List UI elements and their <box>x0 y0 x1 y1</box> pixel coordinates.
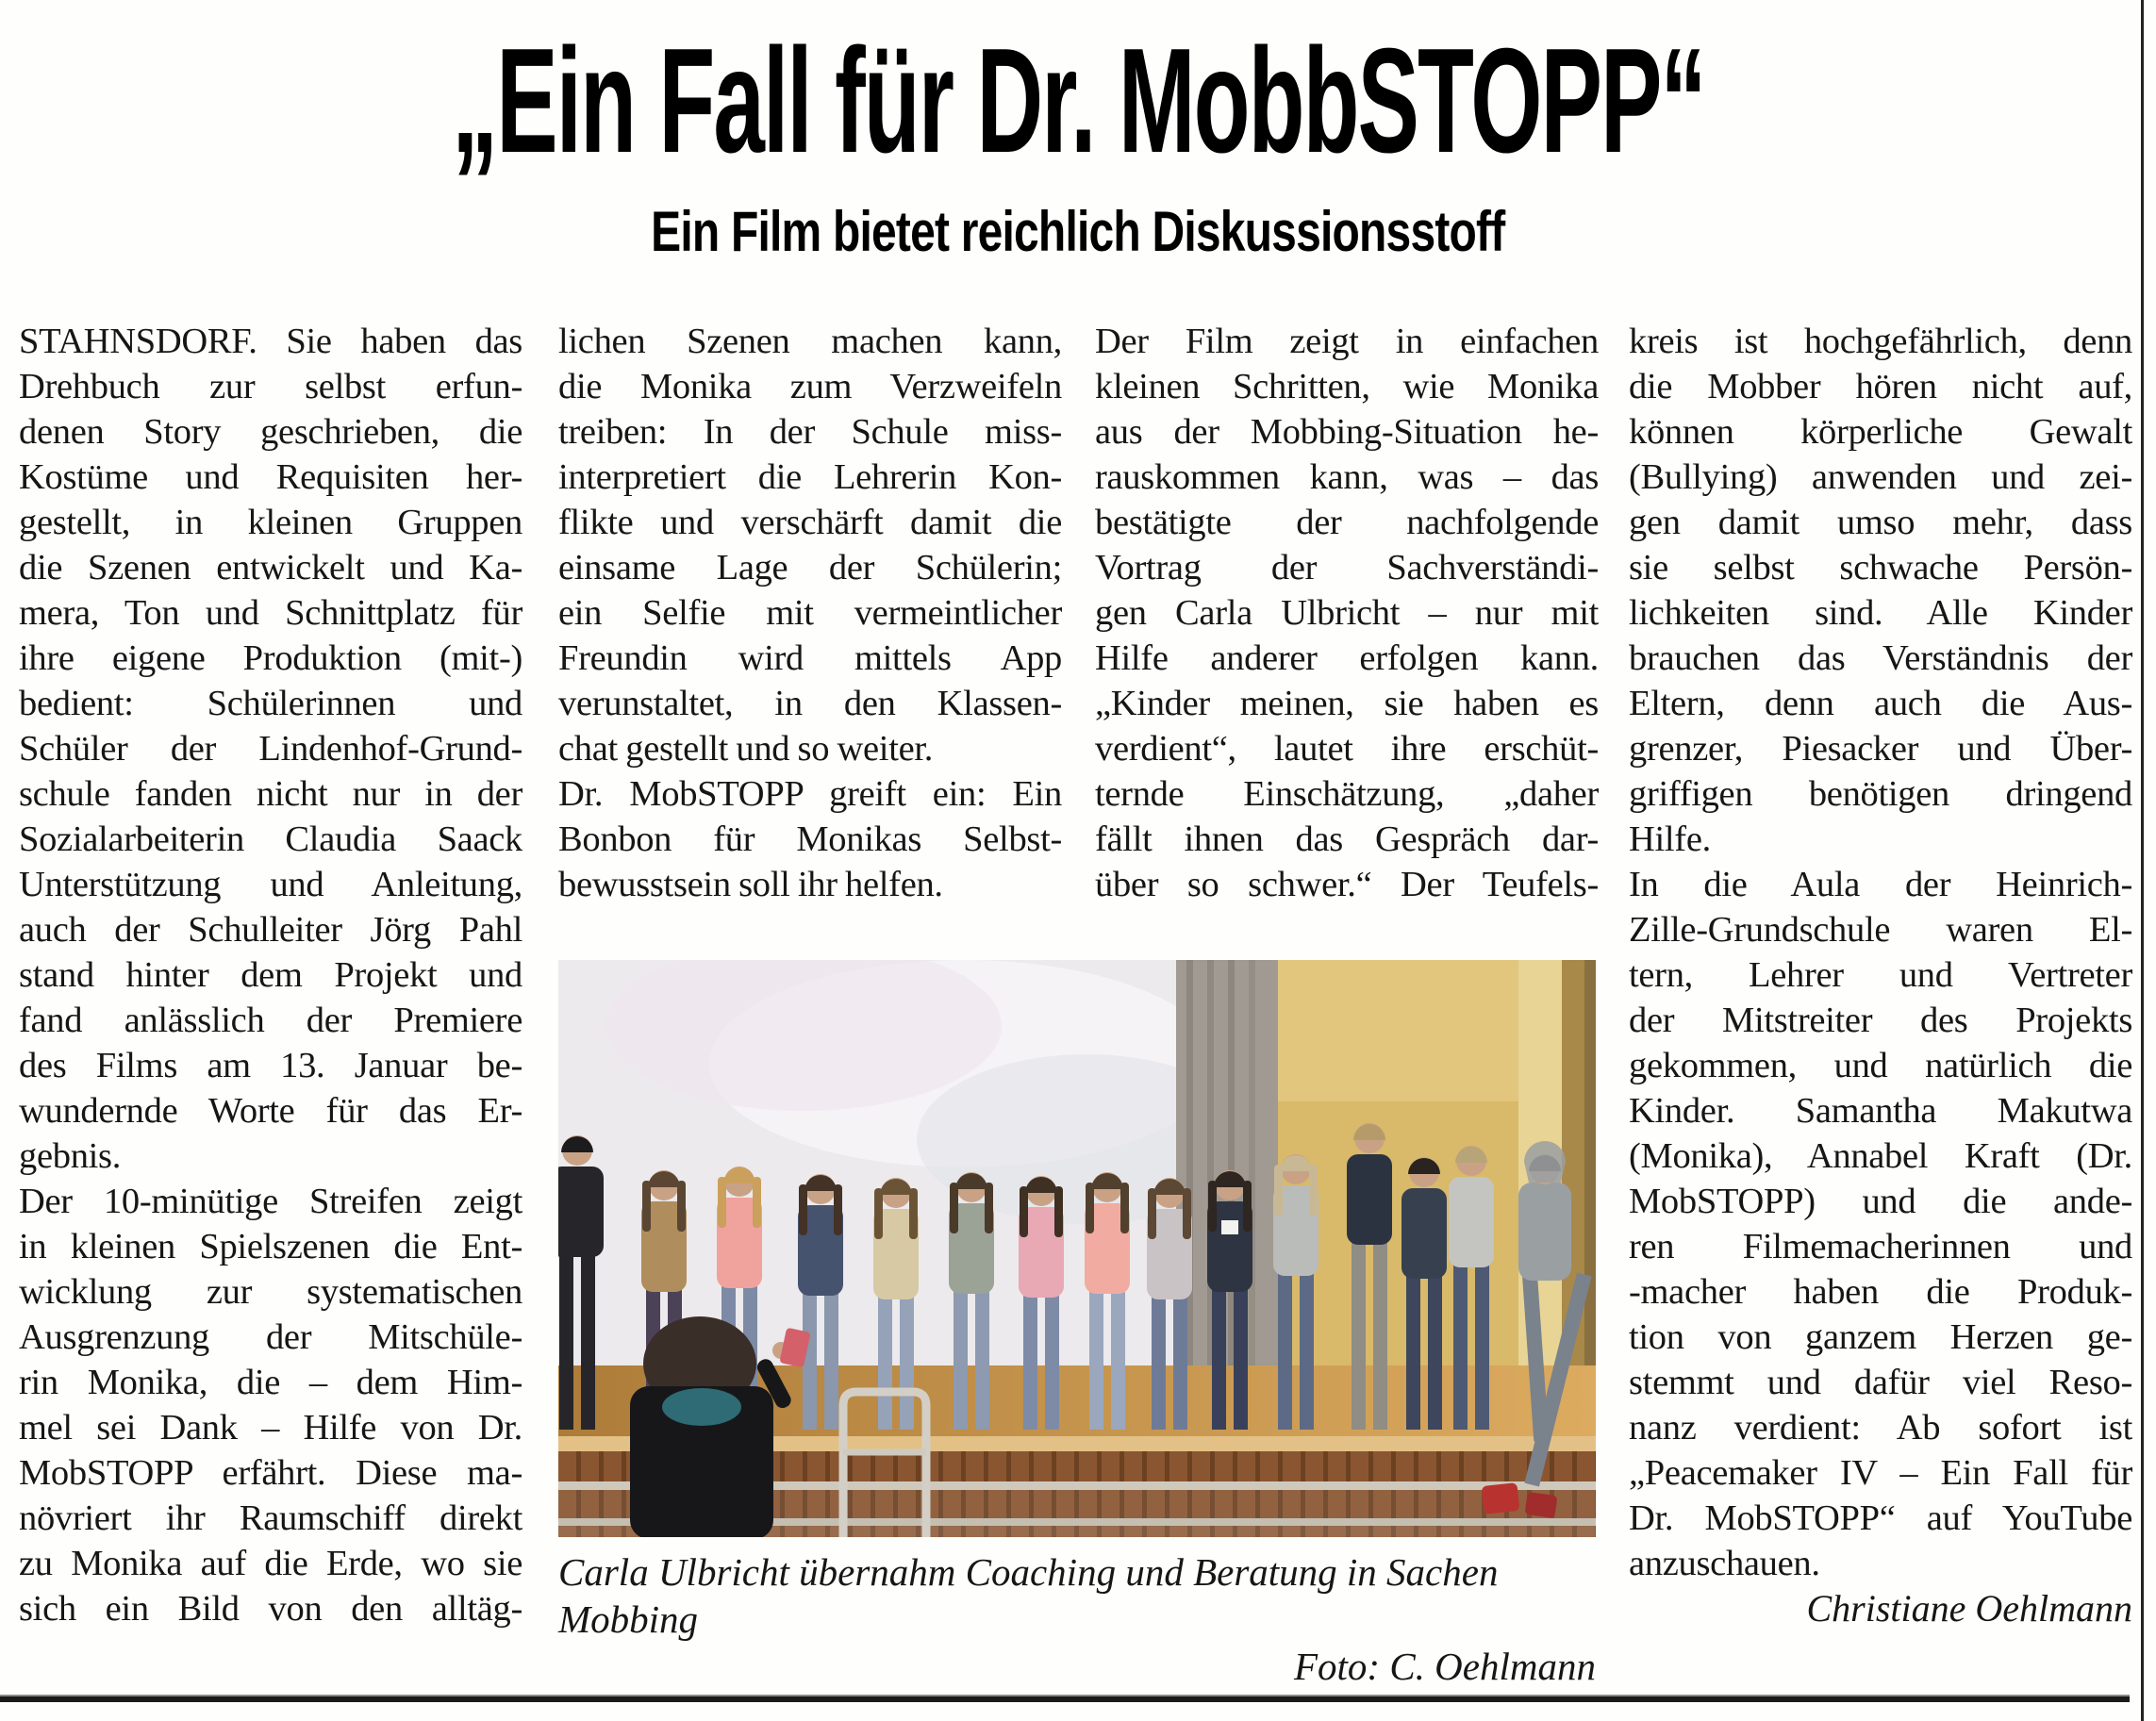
text-line: Sozialarbeiterin Claudia Saack <box>19 819 522 859</box>
text-line: Dr. MobSTOPP greift ein: Ein <box>558 774 1062 814</box>
text-line: Eltern, denn auch die Aus- <box>1629 684 2132 723</box>
text-line: bewusstsein soll ihr helfen. <box>558 865 943 904</box>
text-line: Drehbuch zur selbst erfun- <box>19 367 522 406</box>
text-line: Hilfe. <box>1629 819 1711 859</box>
text-line: die Mobber hören nicht auf, <box>1629 367 2132 406</box>
text-line: növriert ihr Raumschiff direkt <box>19 1498 522 1538</box>
text-line: mel sei Dank – Hilfe von Dr. <box>19 1408 522 1448</box>
text-line: gen damit umso mehr, dass <box>1629 503 2132 542</box>
text-line: der Mitstreiter des Projekts <box>1629 1001 2132 1040</box>
text-line: stemmt und dafür viel Reso- <box>1629 1363 2132 1402</box>
stage-photo <box>558 960 1596 1537</box>
text-line: nanz verdient: Ab sofort ist <box>1629 1408 2132 1448</box>
text-line: schule fanden nicht nur in der <box>19 774 522 814</box>
photo-caption-text: Carla Ulbricht übernahm Coaching und Beratung in Sachen Mobbing <box>558 1550 1499 1641</box>
text-line: fällt ihnen das Gespräch dar- <box>1095 819 1599 859</box>
text-line: denen Story geschrieben, die <box>19 412 522 452</box>
author-byline: Christiane Oehlmann <box>1806 1587 2132 1630</box>
column-divider-rule <box>2141 0 2144 1721</box>
text-column-2 <box>558 319 1062 907</box>
text-line: zu Monika auf die Erde, wo sie <box>19 1544 522 1583</box>
text-line: können körperliche Gewalt <box>1629 412 2132 452</box>
text-line: sich ein Bild von den alltäg- <box>19 1589 522 1629</box>
text-line: Schüler der Lindenhof-Grund- <box>19 729 522 769</box>
text-line: ren Filmemacherinnen und <box>1629 1227 2132 1266</box>
text-line: tion von ganzem Herzen ge- <box>1629 1317 2132 1357</box>
text-line: mera, Ton und Schnittplatz für <box>19 593 522 633</box>
text-line: in kleinen Spielszenen die Ent- <box>19 1227 522 1266</box>
text-line: fand anlässlich der Premiere <box>19 1001 522 1040</box>
headline-text: „Ein Fall für Dr. MobbSTOPP“ <box>451 18 1705 184</box>
text-line: (Monika), Annabel Kraft (Dr. <box>1629 1136 2132 1176</box>
subheadline-text: Ein Film bietet reichlich Diskussionsstoff <box>651 200 1505 263</box>
text-line: gen Carla Ulbricht – nur mit <box>1095 593 1599 633</box>
text-line: -macher haben die Produk- <box>1629 1272 2132 1312</box>
text-line: interpretiert die Lehrerin Kon- <box>558 457 1062 497</box>
subheadline <box>0 198 2156 266</box>
text-column-1 <box>19 319 522 1631</box>
text-line: grenzer, Piesacker und Über- <box>1629 729 2132 769</box>
text-line: STAHNSDORF. Sie haben das <box>19 322 522 361</box>
photo-credit: Foto: C. Oehlmann <box>1294 1645 1596 1688</box>
text-line: brauchen das Verständnis der <box>1629 638 2132 678</box>
text-line: verunstaltet, in den Klassen- <box>558 684 1062 723</box>
text-line: MobSTOPP) und die ande- <box>1629 1182 2132 1221</box>
text-line: kleinen Schritten, wie Monika <box>1095 367 1599 406</box>
text-line: Ausgrenzung der Mitschüle- <box>19 1317 522 1357</box>
text-line: gebnis. <box>19 1136 122 1176</box>
text-line: MobSTOPP erfährt. Diese ma- <box>19 1453 522 1493</box>
text-line: bedient: Schülerinnen und <box>19 684 522 723</box>
text-line: Hilfe anderer erfolgen kann. <box>1095 638 1599 678</box>
text-line: „Peacemaker IV – Ein Fall für <box>1629 1453 2132 1493</box>
text-line: griffigen benötigen dringend <box>1629 774 2132 814</box>
text-line: Zille-Grundschule waren El- <box>1629 910 2132 950</box>
text-line: bestätigte der nachfolgende <box>1095 503 1599 542</box>
page-title <box>0 13 2156 189</box>
photo-caption <box>558 1548 1596 1690</box>
text-line: lichkeiten sind. Alle Kinder <box>1629 593 2132 633</box>
text-line: treiben: In der Schule miss- <box>558 412 1062 452</box>
text-line: „Kinder meinen, sie haben es <box>1095 684 1599 723</box>
text-line: wundernde Worte für das Er- <box>19 1091 522 1131</box>
text-line: chat gestellt und so weiter. <box>558 729 934 769</box>
text-line: auch der Schulleiter Jörg Pahl <box>19 910 522 950</box>
text-line: anzuschauen. <box>1629 1544 1820 1583</box>
text-line: rauskommen kann, was – das <box>1095 457 1599 497</box>
text-line: Der Film zeigt in einfachen <box>1095 322 1599 361</box>
text-line: wicklung zur systematischen <box>19 1272 522 1312</box>
text-line: die Szenen entwickelt und Ka- <box>19 548 522 587</box>
text-line: gekommen, und natürlich die <box>1629 1046 2132 1085</box>
text-line: gestellt, in kleinen Gruppen <box>19 503 522 542</box>
stage-photo-illustration <box>558 960 1596 1537</box>
text-line: ein Selfie mit vermeintlicher <box>558 593 1062 633</box>
text-line: (Bullying) anwenden und zei- <box>1629 457 2132 497</box>
text-line: Kostüme und Requisiten her- <box>19 457 522 497</box>
text-column-3 <box>1095 319 1599 907</box>
text-line: rin Monika, die – dem Him- <box>19 1363 522 1402</box>
bottom-rule <box>0 1695 2130 1702</box>
text-line: lichen Szenen machen kann, <box>558 322 1062 361</box>
text-line: tern, Lehrer und Vertreter <box>1629 955 2132 995</box>
text-line: Unterstützung und Anleitung, <box>19 865 522 904</box>
text-line: verdient“, lautet ihre erschüt- <box>1095 729 1599 769</box>
text-line: Freundin wird mittels App <box>558 638 1062 678</box>
text-line: sie selbst schwache Persön- <box>1629 548 2132 587</box>
text-line: aus der Mobbing-Situation he- <box>1095 412 1599 452</box>
text-line: ternde Einschätzung, „daher <box>1095 774 1599 814</box>
text-line: kreis ist hochgefährlich, denn <box>1629 322 2132 361</box>
text-line: über so schwer.“ Der Teufels- <box>1095 865 1599 904</box>
text-line: des Films am 13. Januar be- <box>19 1046 522 1085</box>
text-line: Kinder. Samantha Makutwa <box>1629 1091 2132 1131</box>
text-line: stand hinter dem Projekt und <box>19 955 522 995</box>
text-column-4 <box>1629 319 2132 1586</box>
text-line: flikte und verschärft damit die <box>558 503 1062 542</box>
text-line: In die Aula der Heinrich- <box>1629 865 2132 904</box>
text-line: einsame Lage der Schülerin; <box>558 548 1062 587</box>
text-line: die Monika zum Verzweifeln <box>558 367 1062 406</box>
text-line: ihre eigene Produktion (mit-) <box>19 638 522 678</box>
text-line: Bonbon für Monikas Selbst- <box>558 819 1062 859</box>
text-line: Der 10-minütige Streifen zeigt <box>19 1182 522 1221</box>
text-line: Vortrag der Sachverständi- <box>1095 548 1599 587</box>
text-line: Dr. MobSTOPP“ auf YouTube <box>1629 1498 2132 1538</box>
